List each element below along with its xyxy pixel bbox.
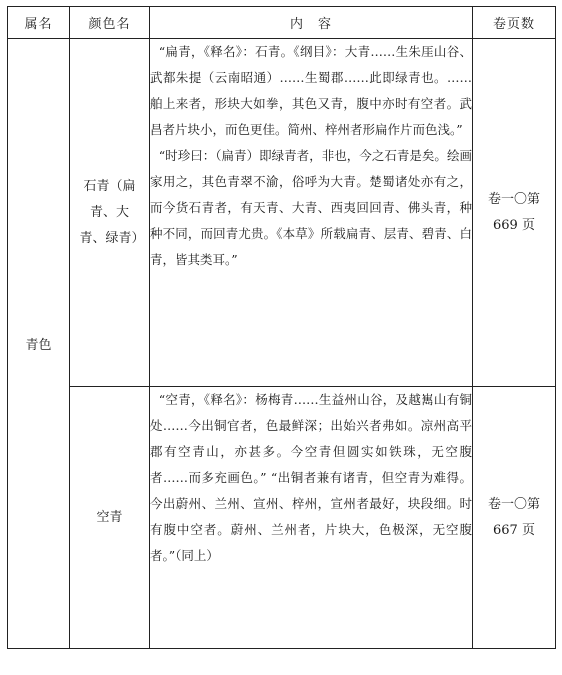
- content-paragraph: “时珍曰：（扁青）即绿青者，非也，今之石青是矣。绘画家用之，其色青翠不渝，俗呼为大青。楚蜀诸处亦有之，而今货石青者，有天青、大青、西夷回回青、佛头青，种种不同，而回青尤贵。《本草》所载扁青、层青、碧青、白青，皆其类耳。”: [150, 148, 472, 267]
- table-row: [8, 39, 556, 387]
- color-name-text: 石青（扁青、大青、绿青）: [79, 178, 145, 246]
- content-cell: [150, 39, 473, 387]
- header-content: 内 容: [150, 7, 473, 39]
- volume-page-text: 卷一〇第 669 页: [487, 191, 540, 233]
- volume-page-text: 卷一〇第 667 页: [487, 496, 540, 538]
- color-reference-table: [7, 6, 556, 649]
- content-paragraph: “扁青，《释名》：石青。《纲目》：大青……生朱厓山谷、武都朱提（云南昭通）……生蜀郡……此即绿青也。……舶上来者，形块大如拳，其色又青，腹中亦时有空者。武昌者片块小，而色更佳。简州、梓州者形扁作片而色浅。”: [150, 44, 472, 137]
- header-row: [8, 7, 556, 39]
- content-paragraph: “空青，《释名》：杨梅青……生益州山谷，及越嶲山有铜处……今出铜官者，色最鲜深；出始兴者弗如。凉州高平郡有空青山，亦甚多。今空青但圆实如铁珠，无空腹者……而多充画色。” “出铜者兼有诸青，但空青为难得。今出蔚州、兰州、宣州、梓州，宣州者最好，块段细。时有腹中空者。蔚州、兰州者，片块大，色极深，无空腹者。”（同上）: [150, 392, 472, 563]
- header-volume-page: 卷页数: [473, 7, 556, 39]
- volume-page-cell: [473, 387, 556, 649]
- category-cell: 青色: [8, 39, 70, 649]
- header-color-name: 颜色名: [70, 7, 150, 39]
- table-row: [8, 387, 556, 649]
- header-category: 属名: [8, 7, 70, 39]
- color-name-cell: [70, 39, 150, 387]
- volume-page-cell: [473, 39, 556, 387]
- color-name-cell: [70, 387, 150, 649]
- content-cell: [150, 387, 473, 649]
- color-name-text: 空青: [96, 509, 123, 525]
